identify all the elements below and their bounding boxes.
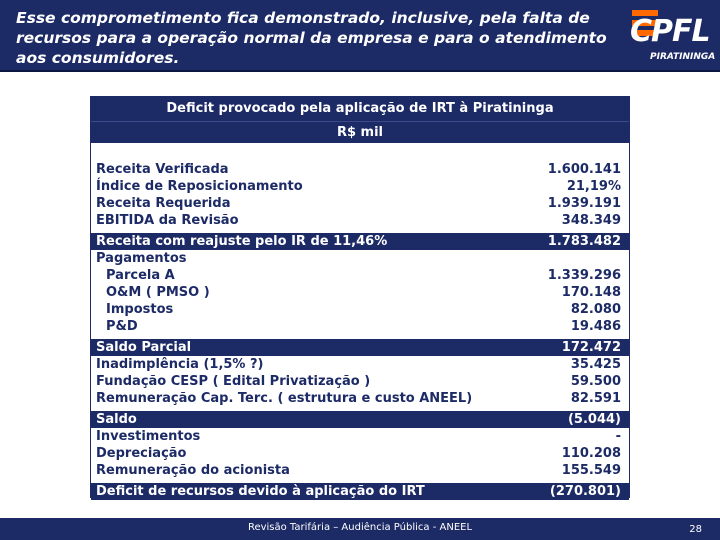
table-row [91,462,629,479]
row-value: 1.339.296 [547,268,621,283]
row-value: 21,19% [566,179,621,194]
table-row [91,267,629,284]
table-row-highlight [91,233,629,250]
deficit-table [90,96,630,498]
row-label: Inadimplência (1,5% ?) [96,357,264,372]
table-row [91,178,629,195]
row-value: 172.472 [561,340,621,355]
row-label: Impostos [106,302,174,317]
table-row [91,301,629,318]
table-row [91,373,629,390]
logo-brand: CPFL [630,14,710,49]
row-value: 1.600.141 [547,162,621,177]
row-label: Fundação CESP ( Edital Privatização ) [96,374,371,389]
row-label: Saldo [96,412,137,427]
row-value: 19.486 [570,319,621,334]
table-row-highlight [91,411,629,428]
row-value: - [615,429,621,444]
header-line-1: Esse comprometimento fica demonstrado, inclusive, pela falta de [16,9,590,27]
row-value: (5.044) [567,412,621,427]
cpfl-logo [626,6,716,68]
table-row [91,318,629,335]
table-row [91,195,629,212]
row-label: Remuneração Cap. Terc. ( estrutura e custo ANEEL) [96,391,473,406]
table-row [91,356,629,373]
row-value: 35.425 [570,357,621,372]
table-row [91,390,629,407]
table-row [91,284,629,301]
row-label: Investimentos [96,429,201,444]
logo-subtitle: PIRATININGA [650,52,716,62]
header-line-2: recursos para a operação normal da empresa e para o atendimento [16,29,607,47]
table-title: Deficit provocado pela aplicação de IRT à Piratininga [91,97,629,121]
slide-footer [0,518,720,540]
row-label: Remuneração do acionista [96,463,290,478]
row-value: 170.148 [561,285,621,300]
row-label: Deficit de recursos devido à aplicação do IRT [96,484,425,499]
page-number: 28 [689,524,702,535]
row-label: EBITIDA da Revisão [96,213,239,228]
row-value: 155.549 [561,463,621,478]
row-value: 348.349 [561,213,621,228]
row-value: (270.801) [549,484,621,499]
row-label: Saldo Parcial [96,340,192,355]
slide-header [0,0,720,72]
table-row [91,161,629,178]
table-row-highlight [91,339,629,356]
table-subtitle: R$ mil [91,121,629,143]
row-label: O&M ( PMSO ) [106,285,210,300]
row-label: Receita com reajuste pelo IR de 11,46% [96,234,388,249]
row-value: 82.080 [570,302,621,317]
table-row-total [91,483,629,500]
row-value: 1.783.482 [547,234,621,249]
row-value: 110.208 [561,446,621,461]
table-row [91,428,629,445]
table-row [91,445,629,462]
header-text [16,8,616,68]
row-label: P&D [106,319,138,334]
row-label: Pagamentos [96,251,187,266]
table-spacer [91,143,629,161]
row-label: Receita Verificada [96,162,229,177]
table-row [91,212,629,229]
row-value: 59.500 [570,374,621,389]
row-label: Índice de Reposicionamento [96,179,303,194]
row-label: Receita Requerida [96,196,231,211]
row-value: 82.591 [570,391,621,406]
table-row [91,250,629,267]
header-line-3: aos consumidores. [16,49,180,67]
row-value: 1.939.191 [547,196,621,211]
footer-text: Revisão Tarifária – Audiência Pública - ANEEL [247,522,473,533]
row-label: Parcela A [106,268,175,283]
row-label: Depreciação [96,446,187,461]
